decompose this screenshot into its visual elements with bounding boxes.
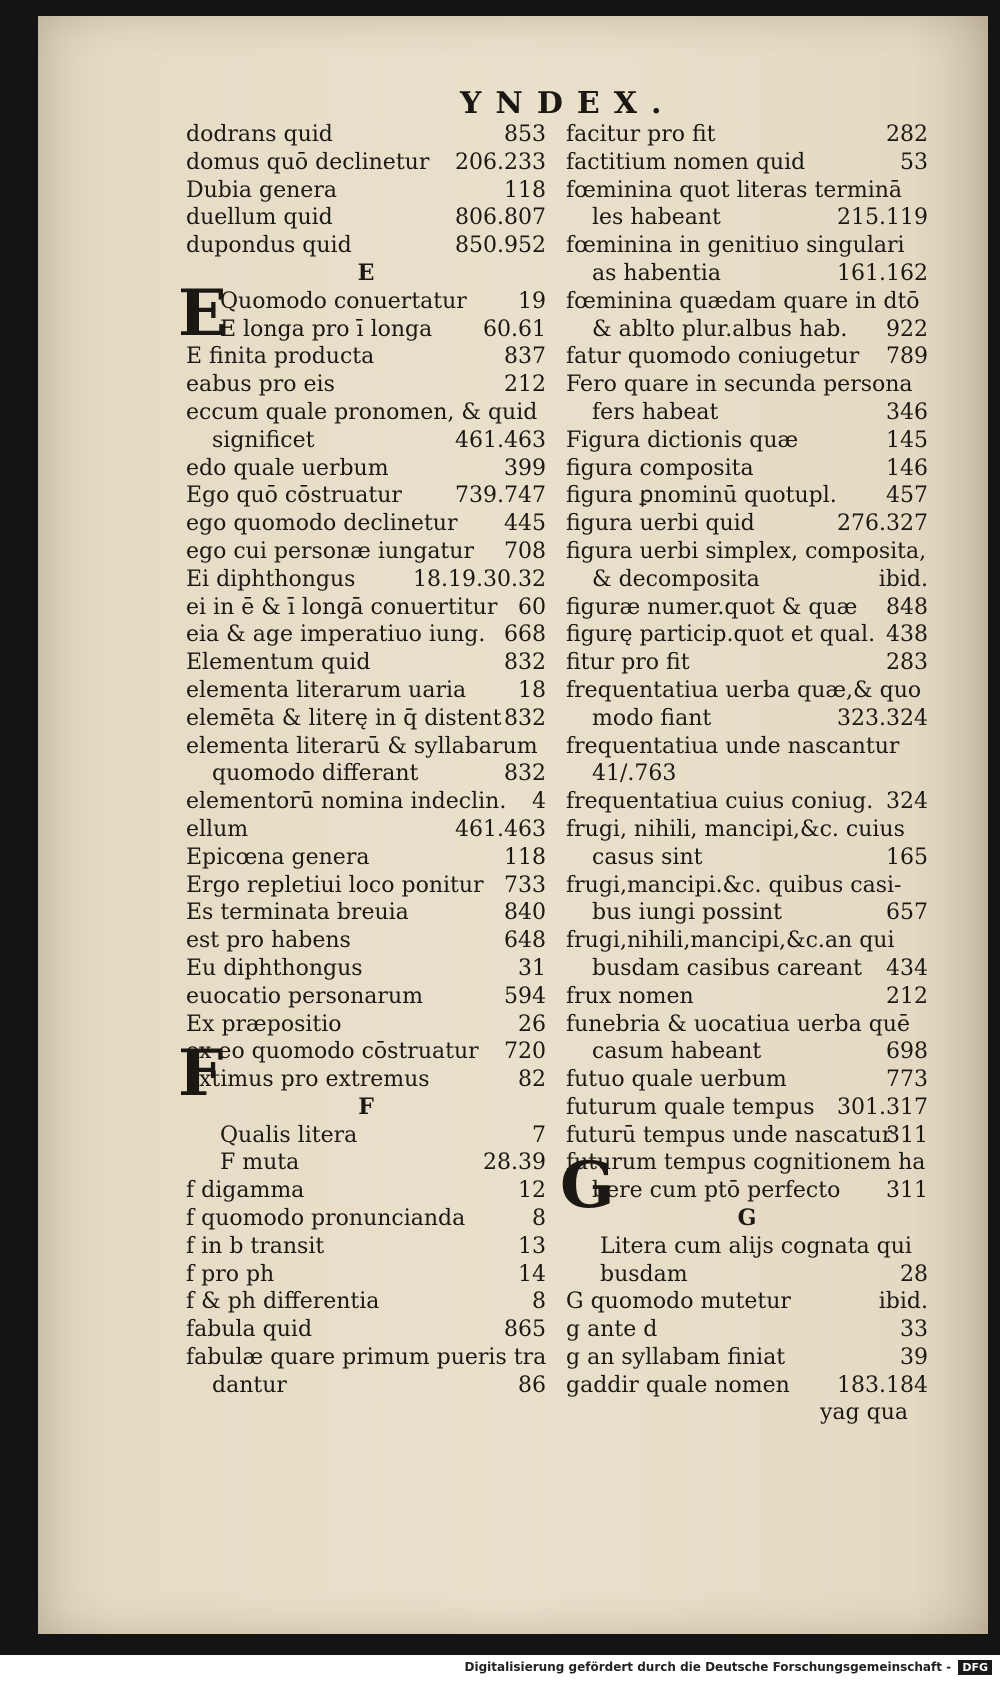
index-entry (566, 482, 928, 510)
index-entry (566, 927, 928, 955)
entry-page-ref: 434 (886, 955, 928, 981)
index-entry (186, 927, 546, 955)
entry-term: facitur pro fit (566, 122, 716, 147)
entry-term: figura composita (566, 455, 754, 481)
entry-page-ref: 215.119 (837, 205, 928, 231)
index-entry (186, 482, 546, 510)
index-entry (566, 733, 928, 761)
index-entry (566, 705, 928, 733)
entry-page-ref: 853 (504, 122, 546, 147)
entry-page-ref: 276.327 (837, 511, 928, 537)
entry-page-ref: 850.952 (455, 233, 546, 259)
page-header: YNDEX. (460, 86, 676, 121)
entry-term: Quomodo conuertatur (220, 288, 467, 314)
catchword: yag qua (820, 1400, 908, 1425)
entry-term: f in b transit (186, 1233, 325, 1259)
entry-term: Epicœna genera (186, 844, 370, 870)
index-entry (186, 677, 546, 705)
entry-page-ref: 28.39 (483, 1150, 546, 1176)
entry-page-ref: 708 (504, 538, 546, 564)
entry-term: fers habeat (592, 399, 719, 425)
entry-term: ellum (186, 816, 249, 842)
entry-page-ref: 806.807 (455, 205, 546, 231)
entry-term: Ego quō cōstruatur (186, 483, 402, 509)
entry-page-ref: 18 (518, 677, 546, 703)
index-entry (566, 1177, 928, 1205)
index-column-left (186, 121, 546, 1400)
entry-term: gaddir quale nomen (566, 1372, 790, 1398)
entry-term: figura ꝑnominū quotupl. (566, 483, 837, 509)
entry-term: dantur (212, 1372, 287, 1398)
entry-term: ex eo quomodo cōstruatur (186, 1039, 479, 1065)
entry-term: & ablto plur.albus hab. (592, 316, 848, 342)
entry-term: busdam casibus careant (592, 955, 862, 981)
index-entry (566, 788, 928, 816)
entry-term: fatur quomodo coniugetur (566, 344, 860, 370)
index-entry (566, 872, 928, 900)
entry-term: F muta (220, 1150, 300, 1176)
index-entry (186, 1288, 546, 1316)
index-entry (566, 1066, 928, 1094)
entry-page-ref: 789 (886, 344, 928, 370)
entry-term: G (737, 1205, 757, 1232)
entry-term: fœminina in genitiuo singulari (566, 233, 905, 259)
entry-term: Es terminata breuia (186, 900, 409, 926)
entry-term: g an syllabam finiat (566, 1345, 786, 1371)
entry-page-ref: 118 (504, 177, 546, 203)
entry-page-ref: 311 (886, 1122, 928, 1148)
index-entry (186, 760, 546, 788)
entry-page-ref: 28 (900, 1261, 928, 1287)
entry-page-ref: 832 (504, 650, 546, 676)
entry-term: f digamma (186, 1178, 305, 1204)
entry-page-ref: 445 (504, 511, 546, 537)
entry-page-ref: 594 (504, 983, 546, 1009)
index-entry (566, 427, 928, 455)
entry-term: Fero quare in secunda persona (566, 372, 913, 398)
entry-term: fœminina quædam quare in dtō (566, 288, 920, 314)
drop-cap-g: G (560, 1148, 615, 1223)
entry-term: dodrans quid (186, 122, 333, 147)
entry-page-ref: 86 (518, 1372, 546, 1398)
index-entry (566, 1261, 928, 1289)
entry-term: frugi,mancipi.&c. quibus casi- (566, 872, 902, 898)
entry-term: Ergo repletiui loco ponitur (186, 872, 484, 898)
entry-term: Ei diphthongus (186, 566, 356, 592)
entry-term: elementorū nomina indeclin. (186, 789, 507, 815)
entry-page-ref: 720 (504, 1039, 546, 1065)
entry-term: eia & age imperatiuo iung. (186, 622, 486, 648)
entry-page-ref: 26 (518, 1011, 546, 1037)
entry-term: casum habeant (592, 1039, 762, 1065)
entry-term: factitium nomen quid (566, 149, 806, 175)
drop-cap-f: F (178, 1036, 224, 1111)
index-entry (566, 983, 928, 1011)
index-entry (186, 343, 546, 371)
entry-term: busdam (600, 1261, 688, 1287)
entry-term: futurū tempus unde nascatur (566, 1122, 893, 1148)
entry-page-ref: 82 (518, 1067, 546, 1093)
index-entry (186, 621, 546, 649)
index-entry (186, 705, 546, 733)
entry-page-ref: 13 (518, 1233, 546, 1259)
entry-term: futuo quale uerbum (566, 1067, 787, 1093)
entry-term: casus sint (592, 844, 703, 870)
index-entry (186, 788, 546, 816)
entry-page-ref: 324 (886, 789, 928, 815)
entry-term: figurę particip.quot et qual. (566, 622, 876, 648)
entry-page-ref: 739.747 (455, 483, 546, 509)
drop-cap-e: E (178, 276, 227, 351)
index-entry (566, 955, 928, 983)
entry-page-ref: 311 (886, 1178, 928, 1204)
entry-term: fabula quid (186, 1317, 313, 1343)
entry-page-ref: 206.233 (455, 149, 546, 175)
entry-page-ref: 12 (518, 1178, 546, 1204)
entry-term: fabulæ quare primum pueris tra (186, 1345, 547, 1371)
index-column-right (566, 121, 928, 1400)
entry-page-ref: 323.324 (837, 705, 928, 731)
entry-page-ref: 53 (900, 149, 928, 175)
index-entry (566, 1011, 928, 1039)
entry-page-ref: 283 (886, 650, 928, 676)
index-entry (186, 1066, 546, 1094)
entry-page-ref: 733 (504, 872, 546, 898)
entry-page-ref: 922 (886, 316, 928, 342)
entry-term: eabus pro eis (186, 372, 335, 398)
dfg-logo: DFG (958, 1660, 992, 1675)
entry-term: frequentatiua cuius coniug. (566, 789, 874, 815)
index-entry (566, 677, 928, 705)
entry-term: est pro habens (186, 928, 351, 954)
entry-page-ref: 33 (900, 1317, 928, 1343)
entry-term: f pro ph (186, 1261, 275, 1287)
entry-term: E (357, 259, 375, 286)
index-entry (566, 288, 928, 316)
index-entry (566, 621, 928, 649)
entry-page-ref: 461.463 (455, 427, 546, 453)
index-entry (186, 399, 546, 427)
index-entry (566, 1094, 928, 1122)
entry-page-ref: 18.19.30.32 (413, 566, 546, 592)
index-entry (186, 121, 546, 149)
index-entry (186, 899, 546, 927)
index-entry (186, 955, 546, 983)
entry-term: bus iungi possint (592, 900, 782, 926)
index-entry (186, 427, 546, 455)
section-letter (566, 1205, 928, 1233)
entry-page-ref: 848 (886, 594, 928, 620)
entry-term: E finita producta (186, 344, 375, 370)
index-entry (566, 149, 928, 177)
entry-page-ref: 457 (886, 483, 928, 509)
entry-term: figura uerbi simplex, composita, (566, 538, 927, 564)
entry-page-ref: 118 (504, 844, 546, 870)
entry-page-ref: 438 (886, 622, 928, 648)
entry-page-ref: 19 (518, 288, 546, 314)
entry-page-ref: 212 (504, 372, 546, 398)
entry-page-ref: 773 (886, 1067, 928, 1093)
entry-term: G quomodo mutetur (566, 1289, 791, 1315)
index-entry (566, 455, 928, 483)
entry-term: futurum quale tempus (566, 1094, 815, 1120)
entry-term: frugi,nihili,mancipi,&c.an qui (566, 928, 895, 954)
entry-page-ref: 183.184 (837, 1372, 928, 1398)
entry-term: extimus pro extremus (186, 1067, 430, 1093)
entry-page-ref: 837 (504, 344, 546, 370)
index-entry (186, 1233, 546, 1261)
entry-page-ref: 698 (886, 1039, 928, 1065)
entry-term: Ex præpositio (186, 1011, 342, 1037)
entry-term: F (358, 1093, 374, 1120)
entry-term: Qualis litera (220, 1122, 358, 1148)
index-entry (186, 1372, 546, 1400)
index-entry (186, 1177, 546, 1205)
entry-page-ref: 282 (886, 122, 928, 147)
index-entry (186, 872, 546, 900)
index-entry (186, 177, 546, 205)
entry-page-ref: 165 (886, 844, 928, 870)
index-entry (186, 316, 546, 344)
index-entry (566, 1038, 928, 1066)
entry-term: fœminina quot literas terminā (566, 177, 903, 203)
index-entry (566, 1122, 928, 1150)
entry-term: bere cum ptō perfecto (592, 1178, 841, 1204)
index-entry (566, 1316, 928, 1344)
index-entry (186, 1344, 546, 1372)
entry-page-ref: 60 (518, 594, 546, 620)
index-entry (186, 816, 546, 844)
entry-term: elementa literarū & syllabarum (186, 733, 538, 759)
entry-term: figuræ numer.quot & quæ (566, 594, 858, 620)
entry-term: frequentatiua unde nascantur (566, 733, 900, 759)
index-entry (566, 594, 928, 622)
index-entry (566, 538, 928, 566)
footer-text: Digitalisierung gefördert durch die Deutsche Forschungsgemeinschaft - (464, 1660, 952, 1674)
entry-term: euocatio personarum (186, 983, 423, 1009)
index-entry (566, 1372, 928, 1400)
entry-page-ref: 657 (886, 900, 928, 926)
index-entry (566, 1288, 928, 1316)
index-entry (566, 844, 928, 872)
entry-term: as habentia (592, 260, 721, 286)
entry-term: & decomposita (592, 566, 760, 592)
entry-term: Litera cum alijs cognata qui (600, 1233, 912, 1259)
index-entry (566, 649, 928, 677)
entry-term: f quomodo pronuncianda (186, 1206, 466, 1232)
index-entry (566, 177, 928, 205)
index-entry (566, 510, 928, 538)
entry-page-ref: 14 (518, 1261, 546, 1287)
index-entry (186, 1316, 546, 1344)
index-entry (566, 1149, 928, 1177)
entry-term: significet (212, 427, 315, 453)
index-entry (566, 566, 928, 594)
index-entry (186, 538, 546, 566)
entry-term: futurum tempus cognitionem ha (566, 1150, 926, 1176)
index-entry (186, 566, 546, 594)
index-entry (186, 204, 546, 232)
entry-page-ref: 461.463 (455, 816, 546, 842)
entry-page-ref: 8 (532, 1289, 546, 1315)
index-entry (186, 649, 546, 677)
index-entry (186, 455, 546, 483)
index-entry (186, 1149, 546, 1177)
entry-term: funebria & uocatiua uerba quē (566, 1011, 910, 1037)
entry-term: Figura dictionis quæ (566, 427, 799, 453)
entry-page-ref: 60.61 (483, 316, 546, 342)
entry-page-ref: 4 (532, 789, 546, 815)
entry-page-ref: 31 (518, 955, 546, 981)
entry-term: elementa literarum uaria (186, 677, 467, 703)
entry-term: figura uerbi quid (566, 511, 755, 537)
index-entry (186, 733, 546, 761)
entry-term: f & ph differentia (186, 1289, 380, 1315)
index-entry (566, 399, 928, 427)
index-entry (186, 371, 546, 399)
index-entry (566, 760, 928, 788)
entry-page-ref: 832 (504, 761, 546, 787)
index-entry (186, 232, 546, 260)
entry-page-ref: 840 (504, 900, 546, 926)
entry-term: 41/.763 (592, 761, 677, 787)
index-entry (186, 983, 546, 1011)
entry-term: ego quomodo declinetur (186, 511, 458, 537)
entry-term: edo quale uerbum (186, 455, 389, 481)
section-letter (186, 260, 546, 288)
entry-term: ei in ē & ī longā conuertitur (186, 594, 498, 620)
index-entry (186, 288, 546, 316)
index-entry (566, 371, 928, 399)
index-entry (566, 232, 928, 260)
entry-page-ref: 161.162 (837, 260, 928, 286)
entry-page-ref: 399 (504, 455, 546, 481)
entry-page-ref: 145 (886, 427, 928, 453)
entry-term: frux nomen (566, 983, 694, 1009)
entry-term: duellum quid (186, 205, 333, 231)
entry-term: frequentatiua uerba quæ,& quo (566, 677, 922, 703)
entry-page-ref: 648 (504, 928, 546, 954)
entry-term: les habeant (592, 205, 721, 231)
entry-term: fitur pro fit (566, 650, 690, 676)
index-entry (566, 1233, 928, 1261)
index-entry (566, 343, 928, 371)
entry-page-ref: 346 (886, 399, 928, 425)
entry-page-ref: ibid. (878, 1289, 928, 1315)
entry-term: Dubia genera (186, 177, 337, 203)
section-letter (186, 1094, 546, 1122)
index-entry (186, 149, 546, 177)
index-entry (566, 316, 928, 344)
entry-term: domus quō declinetur (186, 149, 430, 175)
index-entry (186, 510, 546, 538)
entry-page-ref: 865 (504, 1317, 546, 1343)
index-entry (186, 1038, 546, 1066)
entry-term: eccum quale pronomen, & quid (186, 399, 538, 425)
entry-term: Eu diphthongus (186, 955, 363, 981)
index-entry (186, 844, 546, 872)
entry-page-ref: 8 (532, 1206, 546, 1232)
index-entry (186, 594, 546, 622)
entry-term: frugi, nihili, mancipi,&c. cuius (566, 816, 905, 842)
index-entry (186, 1261, 546, 1289)
entry-term: ego cui personæ iungatur (186, 538, 474, 564)
index-entry (566, 260, 928, 288)
index-entry (566, 1344, 928, 1372)
entry-page-ref: 668 (504, 622, 546, 648)
index-entry (186, 1011, 546, 1039)
entry-page-ref: ibid. (878, 566, 928, 592)
entry-term: g ante d (566, 1317, 658, 1343)
entry-page-ref: 7 (532, 1122, 546, 1148)
index-entry (186, 1205, 546, 1233)
entry-term: E longa pro ī longa (220, 316, 433, 342)
index-entry (566, 121, 928, 149)
entry-page-ref: 39 (900, 1345, 928, 1371)
entry-term: dupondus quid (186, 233, 352, 259)
index-entry (186, 1122, 546, 1150)
entry-term: quomodo differant (212, 761, 419, 787)
entry-term: Elementum quid (186, 650, 371, 676)
index-entry (566, 816, 928, 844)
digitization-footer (465, 1660, 992, 1675)
entry-page-ref: 301.317 (837, 1094, 928, 1120)
entry-page-ref: 212 (886, 983, 928, 1009)
index-entry (566, 899, 928, 927)
entry-term: elemēta & literę in q̄ distent (186, 705, 502, 731)
index-entry (566, 204, 928, 232)
entry-page-ref: 832 (504, 705, 546, 731)
entry-term: modo fiant (592, 705, 712, 731)
entry-page-ref: 146 (886, 455, 928, 481)
